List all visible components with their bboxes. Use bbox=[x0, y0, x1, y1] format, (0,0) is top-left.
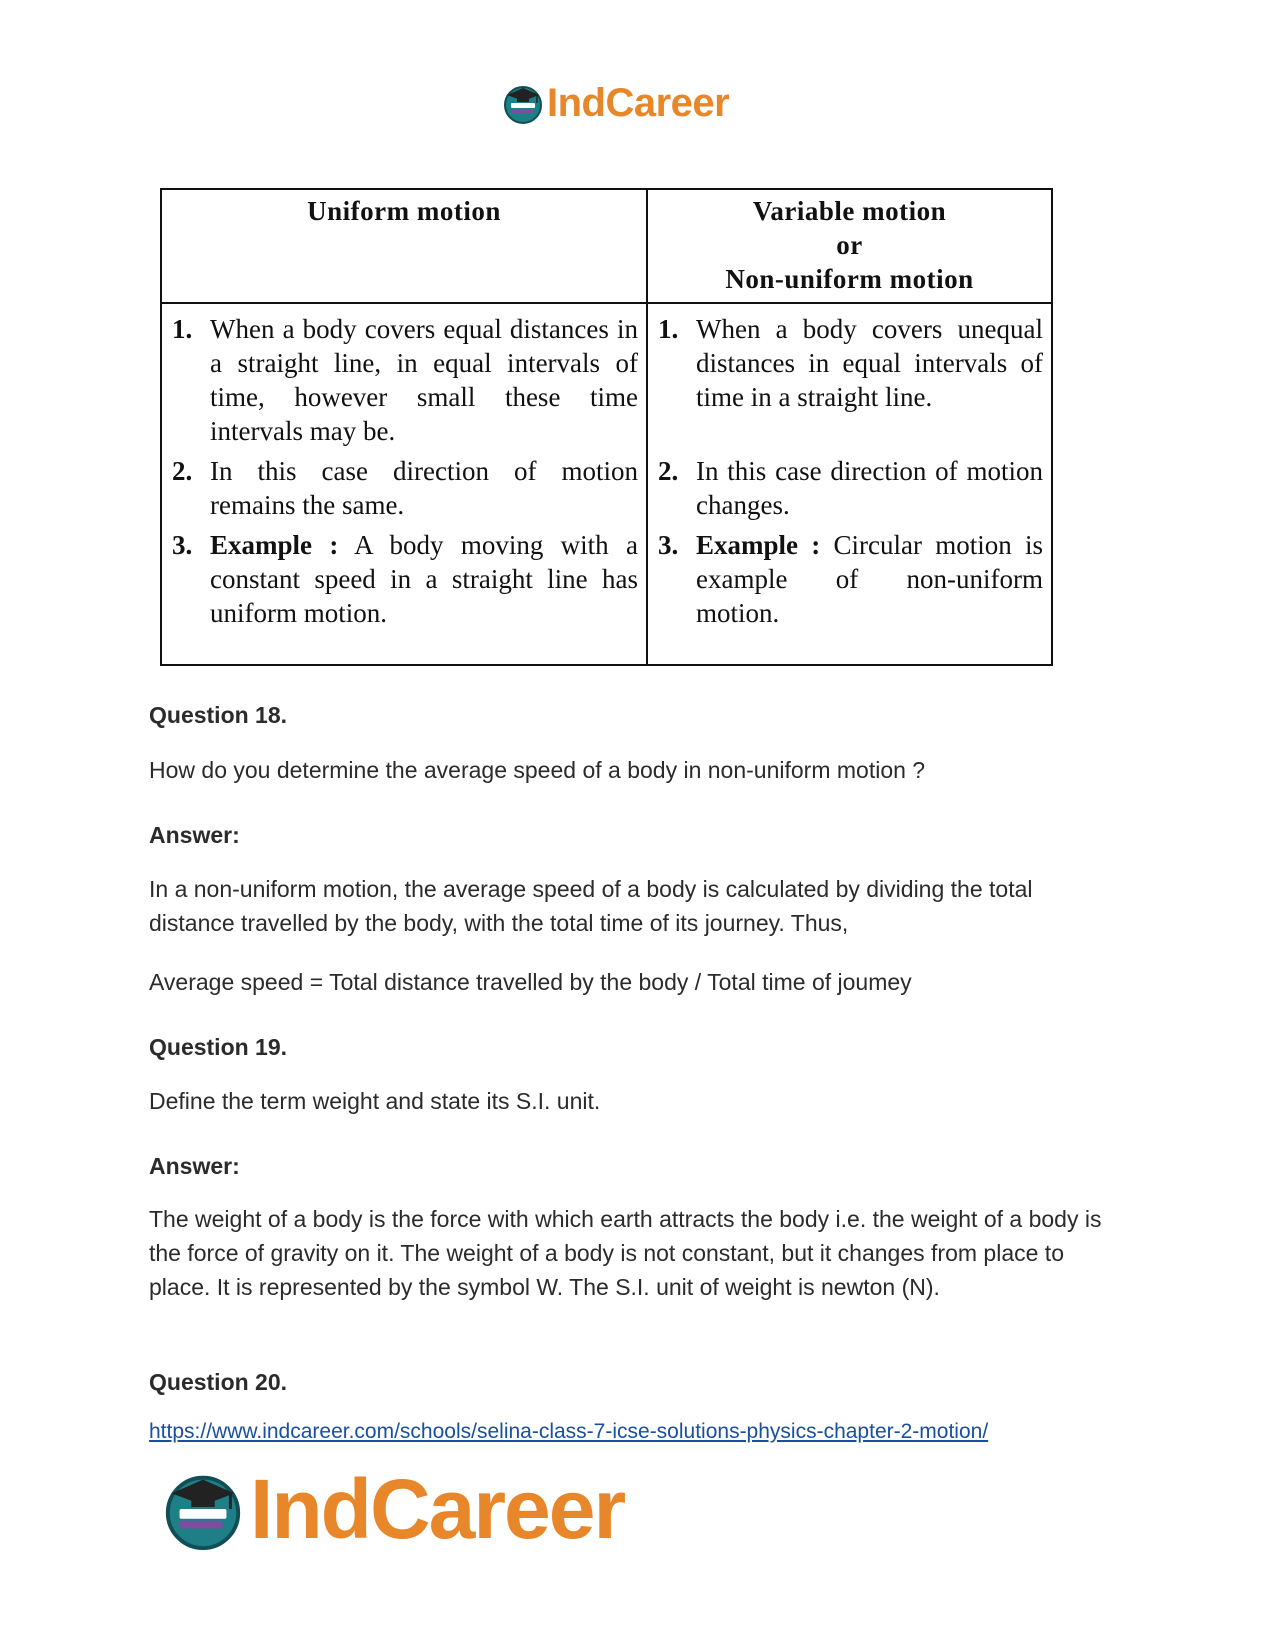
question-18-text: How do you determine the average speed of a body in non-uniform motion ? bbox=[149, 757, 926, 783]
answer-19-label: Answer: bbox=[149, 1153, 240, 1179]
header-right-line2: or bbox=[836, 230, 863, 260]
list-item: 3. Example : Circular motion is example of non-uniform motion. bbox=[658, 530, 1043, 628]
answer-18-paragraph-2: Average speed = Total distance travelled by the body / Total time of joumey bbox=[149, 969, 912, 995]
list-item: 2. In this case direction of motion remains the same. bbox=[172, 456, 638, 520]
list-item: 1. When a body covers unequal distances in equal intervals of time in a straight line. bbox=[658, 314, 1043, 412]
header-logo bbox=[501, 80, 729, 126]
header-right-line3: Non-uniform motion bbox=[725, 264, 974, 294]
uniform-motion-cell bbox=[161, 303, 647, 665]
question-18-title: Question 18. bbox=[149, 702, 288, 728]
answer-19-paragraph-1: The weight of a body is the force with which earth attracts the body i.e. the weight of a body is the force of gravity on it. The weight of a body is not constant, but it changes from place to place. It is represented by the symbol W. The S.I. unit of weight is newton (N). bbox=[149, 1206, 1102, 1300]
comparison-table bbox=[160, 188, 1053, 666]
logo-wordmark: IndCareer bbox=[250, 1461, 625, 1556]
graduation-globe-icon bbox=[160, 1466, 246, 1552]
question-20-title: Question 20. bbox=[149, 1369, 288, 1395]
answer-18-label: Answer: bbox=[149, 822, 240, 848]
question-19-text: Define the term weight and state its S.I. unit. bbox=[149, 1088, 601, 1114]
footer-logo bbox=[160, 1462, 624, 1556]
header-right-line1: Variable motion bbox=[752, 196, 947, 226]
header-left-text: Uniform motion bbox=[307, 196, 501, 226]
question-19-title: Question 19. bbox=[149, 1034, 288, 1060]
logo-wordmark: IndCareer bbox=[547, 80, 730, 125]
answer-18-paragraph-1: In a non-uniform motion, the average speed of a body is calculated by dividing the total distance travelled by the body, with the total time of its journey. Thus, bbox=[149, 876, 1033, 936]
non-uniform-motion-cell bbox=[647, 303, 1052, 665]
header-uniform-motion bbox=[161, 189, 647, 303]
list-item: 1. When a body covers equal distances in a straight line, in equal intervals of time, however small these time intervals may be. bbox=[172, 314, 638, 446]
header-variable-motion bbox=[647, 189, 1052, 303]
list-item: 3. Example : A body moving with a constant speed in a straight line has uniform motion. bbox=[172, 530, 638, 628]
list-item: 2. In this case direction of motion changes. bbox=[658, 456, 1043, 520]
source-url-link[interactable]: https://www.indcareer.com/schools/selina-class-7-icse-solutions-physics-chapter-2-motion/ bbox=[149, 1420, 989, 1443]
graduation-globe-icon bbox=[501, 81, 545, 125]
